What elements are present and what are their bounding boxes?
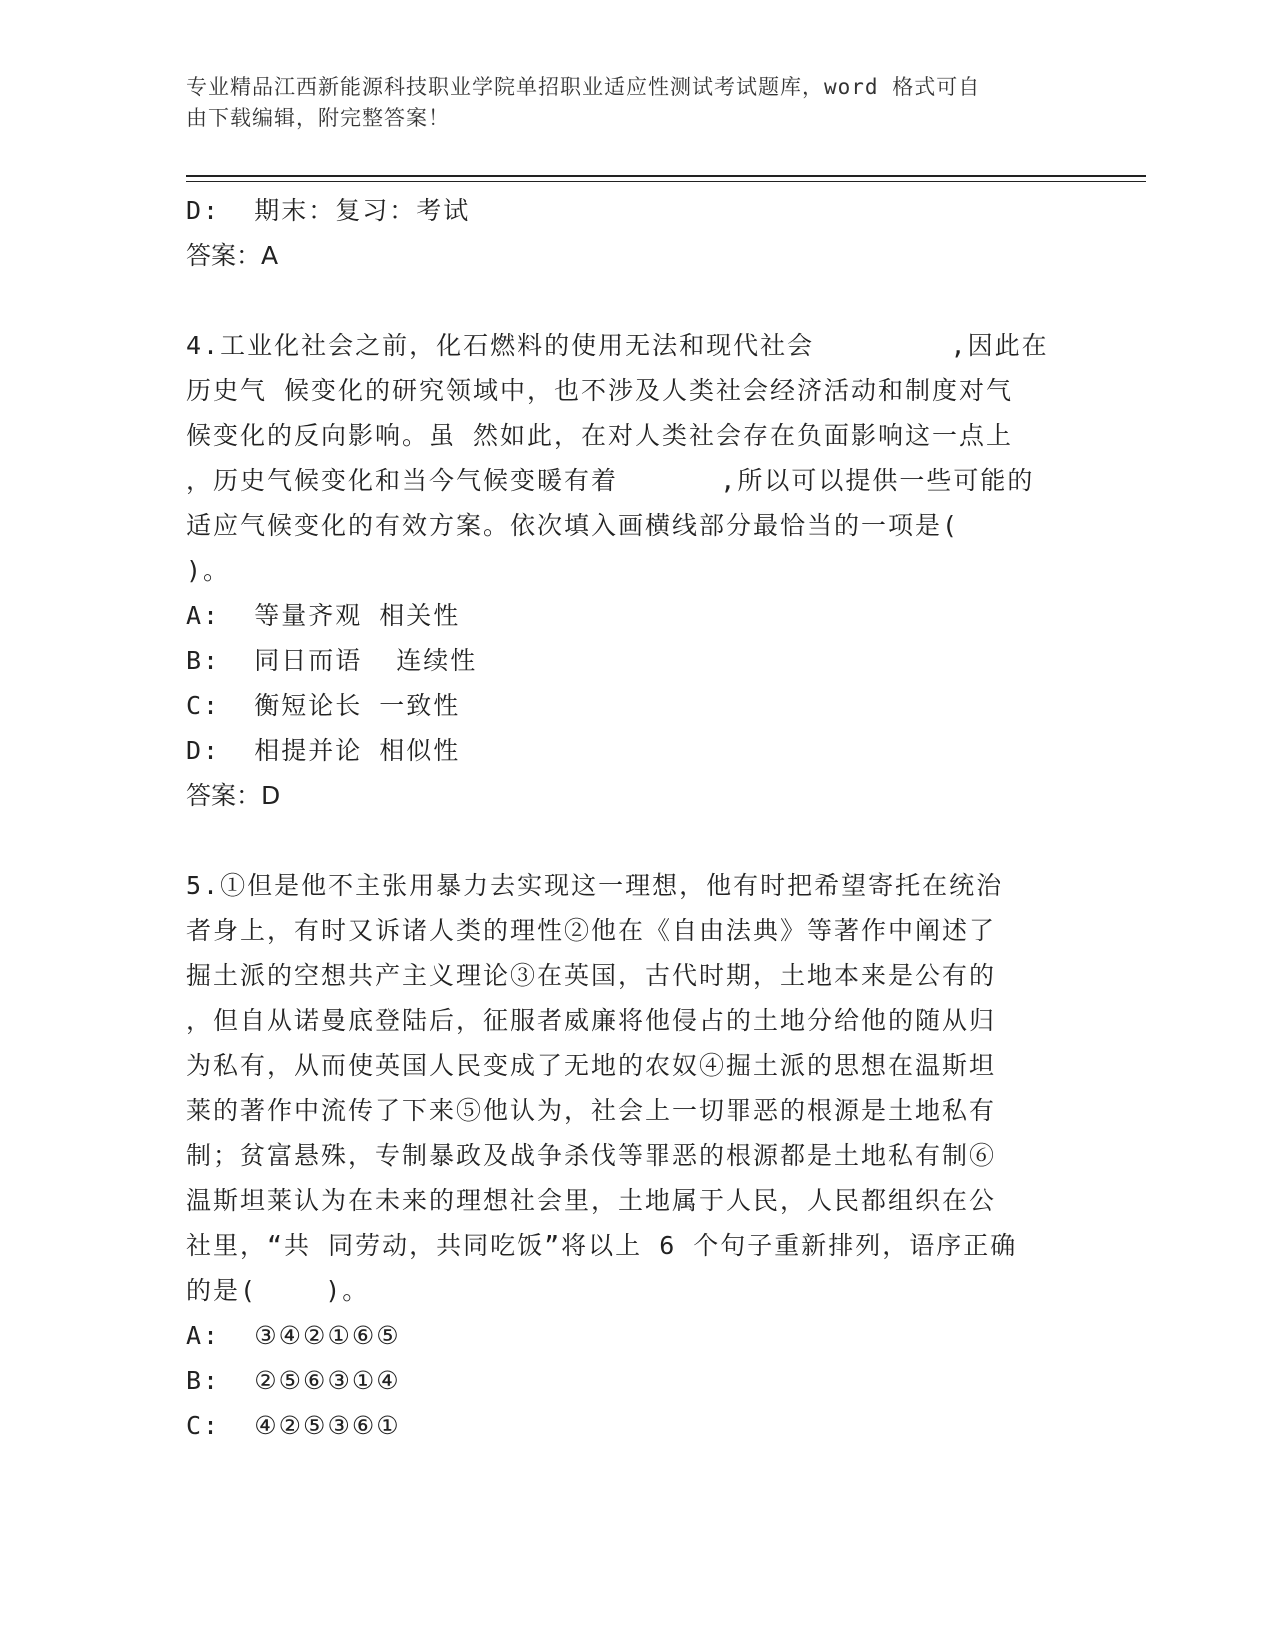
document-header [186,72,1066,134]
header-line-2: 由下载编辑，附完整答案！ [186,106,450,130]
question-4 [186,323,1076,818]
header-divider-thin [186,181,1146,182]
q4-option-b: B: 同日而语 连续性 [186,646,478,675]
q5-line: 掘土派的空想共产主义理论③在英国，古代时期，土地本来是公有的 [186,961,997,990]
q3-option-d: D: 期末：复习：考试 [186,196,471,225]
q4-option-d: D: 相提并论 相似性 [186,736,461,765]
q5-line: 5.①但是他不主张用暴力去实现这一理想，他有时把希望寄托在统治 [186,871,1004,900]
q4-line: ，历史气候变化和当今气候变暖有着 ,所以可以提供一些可能的 [186,466,1035,495]
spacer [186,278,1076,323]
question-5 [186,863,1076,1448]
q4-answer: 答案：D [186,781,281,810]
q5-line: 者身上，有时又诉诸人类的理性②他在《自由法典》等著作中阐述了 [186,916,997,945]
header-line-1: 专业精品江西新能源科技职业学院单招职业适应性测试考试题库，word 格式可自 [186,75,981,99]
q5-line: 社里，“共 同劳动，共同吃饭”将以上 6 个句子重新排列，语序正确 [186,1231,1018,1260]
q4-line: 适应气候变化的有效方案。依次填入画横线部分最恰当的一项是( [186,511,960,540]
q5-line: ，但自从诺曼底登陆后，征服者威廉将他侵占的土地分给他的随从归 [186,1006,997,1035]
q5-line: 温斯坦莱认为在未来的理想社会里，土地属于人民，人民都组织在公 [186,1186,997,1215]
q5-option-b: B: ②⑤⑥③①④ [186,1366,401,1395]
q4-option-a: A: 等量齐观 相关性 [186,601,461,630]
document-body [186,188,1076,1448]
q5-option-c: C: ④②⑤③⑥① [186,1411,401,1440]
q4-option-c: C: 衡短论长 一致性 [186,691,461,720]
q5-line: 制；贫富悬殊，专制暴政及战争杀伐等罪恶的根源都是土地私有制⑥ [186,1141,997,1170]
q5-line: 莱的著作中流传了下来⑤他认为，社会上一切罪恶的根源是土地私有 [186,1096,997,1125]
q3-answer: 答案：A [186,241,279,270]
header-divider-thick [186,175,1146,177]
q5-line: 为私有，从而使英国人民变成了无地的农奴④掘土派的思想在温斯坦 [186,1051,997,1080]
q4-line: 4.工业化社会之前，化石燃料的使用无法和现代社会 ,因此在 [186,331,1049,360]
q4-line: )。 [186,556,231,585]
spacer [186,818,1076,863]
q4-line: 候变化的反向影响。虽 然如此，在对人类社会存在负面影响这一点上 [186,421,1014,450]
q5-option-a: A: ③④②①⑥⑤ [186,1321,401,1350]
q5-line: 的是( )。 [186,1276,370,1305]
q4-line: 历史气 候变化的研究领域中，也不涉及人类社会经济活动和制度对气 [186,376,1014,405]
